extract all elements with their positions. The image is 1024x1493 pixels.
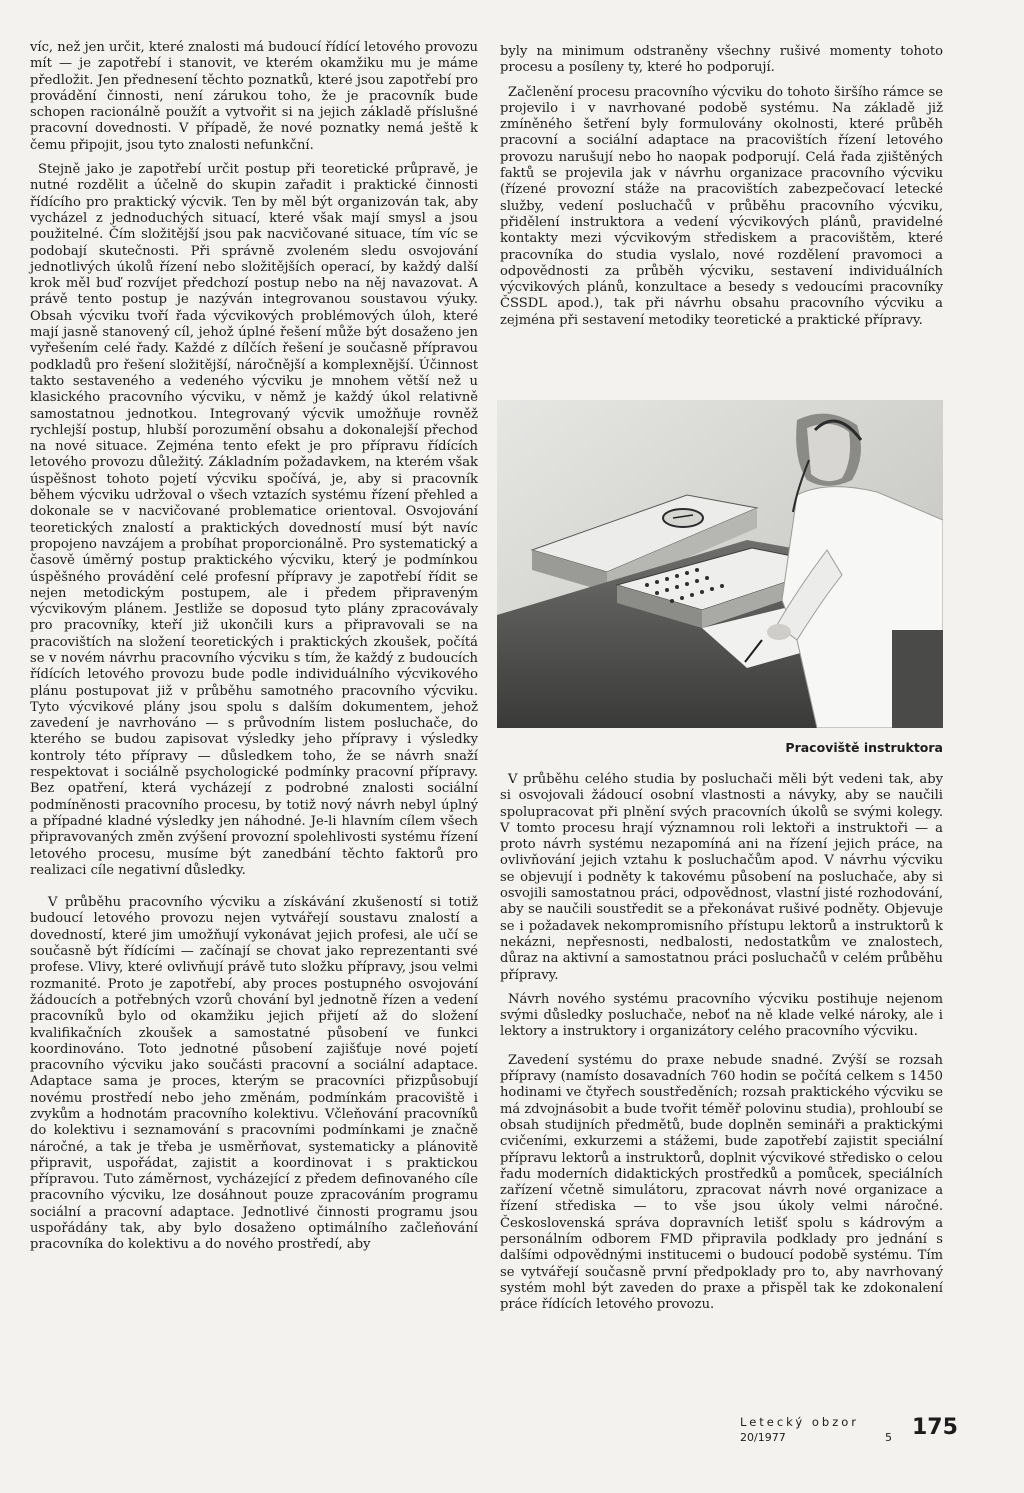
paragraph-5: Začlenění procesu pracovního výcviku do tohoto širšího rámce se projevilo i v navrhované podobě systému. Na základě již zmíněného šetření byly formulovány okolnosti, které průběh pracovní a sociální adaptace na pracovištích řízení letového provozu narušují nebo ho naopak podporují. Celá řada zjištěných faktů se projevila jak v návrhu organizace pracovního výcviku (řízené provozní stáže na pracovištích zabezpečovací letecké služby, vedení posluchačů v průběhu pracovního výcviku, přidělení instruktora a vedení výcvikových plánů, pravidelné kontakty mezi výcvikovým střediskem a pracovištěm, které pracovníka do studia vyslalo, nové rozdělení pravomoci a odpovědnosti za průběh výcviku, sestavení individuálních výcvikových plánů, konzultace a besedy s vedoucími pracovníky ČSSDL apod.), tak při návrhu obsahu pracovního výcviku a zejména při sestavení metodiky teoretické a praktické přípravy. [500,84,943,328]
issue-sequence: 5 [885,1431,892,1444]
paragraph-7: Návrh nového systému pracovního výcviku postihuje nejenom svými důsledky posluchače, neboť na ně klade velké nároky, ale i lektory a instruktory i organizátory celého pracovního výcviku. [500,991,943,1040]
page-number: 175 [912,1415,958,1440]
left-column [30,40,478,1254]
right-column-bottom [500,772,943,1314]
paragraph-2: Stejně jako je zapotřebí určit postup při teoretické průpravě, je nutné rozdělit a účelně do skupin zařadit i praktické činnosti řídícího pro praktický výcvik. Ten by měl být organizován tak, aby vycházel z jednoduchých situací, které však mají smysl a jsou použitelné. Čím složitější jsou pak nacvičované situace, tím víc se podobají skutečnosti. Při správně zvoleném sledu osvojování jednotlivých úkolů řízení nebo složitějších operací, by každý další krok měl buď rozvíjet předchozí postup nebo na něj navazovat. A právě tento postup je nazýván integrovanou soustavou výuky. Obsah výcviku tvoří řada výcvikových problémových úloh, které mají jasně stanovený cíl, jehož úplné řešení může být dosaženo jen vyřešením celé řady. Každé z dílčích řešení je současně přípravou podkladů pro řešení složitější, náročnější a komplexnější. Účinnost takto sestaveného a vedeného výcviku je mnohem větší než u klasického pracovního výcviku, v němž je každý úkol relativně samostatnou jednotkou. Integrovaný výcvik umožňuje rovněž rychlejší postup, hlubší porozumění obsahu a dokonalejší přechod na nové situace. Zejména tento efekt je pro přípravu řídících letového provozu důležitý. Základním požadavkem, na kterém však úspěšnost tohoto pojetí výcviku spočívá, je, aby si pracovník během výcviku udržoval o všech vztazích systému řízení přehled a dokonale se v nacvičované problematice orientoval. Osvojování teoretických znalostí a praktických dovedností musí být navíc propojeno navzájem a probíhat proporcionálně. Pro systematický a časově úměrný postup praktického výcviku, který je podmínkou úspěšného provádění celé profesní přípravy je zapotřebí řídit se nejen metodickým postupem, ale i předem připraveným výcvikovým plánem. Jestliže se doposud tyto plány zpracovávaly pro pracovníky, kteří již ukončili kurs a připravovali se na pracovištích na složení teoretických i praktických zkoušek, počítá se v novém návrhu pracovního výcviku s tím, že každý z budoucích řídících letového provozu bude podle individuálního výcvikového plánu postupovat již v průběhu samotného pracovního výcviku. Tyto výcvikové plány jsou spolu s dalším dokumentem, jehož zavedení je navrhováno — s průvodním listem posluchače, do kterého se budou zapisovat výsledky jeho přípravy i výsledky kontroly této přípravy — důsledkem toho, že se návrh snaží respektovat i sociálně psychologické podmínky pracovní přípravy. Bez opatření, která vycházejí z podrobné znalosti sociální podmíněnosti pracovního procesu, by totiž nový návrh nebyl úplný a případné kladné výsledky jen náhodné. Je-li hlavním cílem všech připravovaných změn zvýšení provozní spolehlivosti systému řízení letového procesu, musíme být zanedbání těchto faktorů pro realizaci cíle negativní důsledky. [30,162,478,878]
issue-number: 20/1977 [740,1431,786,1444]
paragraph-3: V průběhu pracovního výcviku a získávání zkušeností si totiž budoucí letového provozu nejen vytvářejí soustavu znalostí a dovedností, které jim umožňují vykonávat jejich profesi, ale učí se současně být řídícími — začínají se chovat jako reprezentanti své profese. Vlivy, které ovlivňují právě tuto složku přípravy, jsou velmi rozmanité. Proto je zapotřebí, aby proces postupného osvojování žádoucích a potřebných vzorů chování byl jednotně řízen a vedení pracovníků bylo od okamžiku jejich přijetí až do složení kvalifikačních zkoušek a samostatné působení ve funkci koordinováno. Toto jednotné působení zajišťuje nové pojetí pracovního výcviku jako součásti pracovní a sociální adaptace. Adaptace sama je proces, kterým se pracovníci přizpůsobují novému prostředí nebo jeho změnám, podmínkám pracoviště i zvykům a hodnotám pracovního kolektivu. Včleňování pracovníků do kolektivu i seznamování s pracovními podmínkami je značně náročné, a tak je třeba je usměrňovat, systematicky a plánovitě připravit, uspořádat, zajistit a koordinovat i s praktickou přípravou. Tuto záměrnost, vycházející z předem definovaného cíle pracovního výcviku, lze dosáhnout pouze zpracováním programu sociální a pracovní adaptace. Jednotlivé činnosti programu jsou uspořádány tak, aby bylo dosaženo optimálního začleňování pracovníka do kolektivu a do nového prostředí, aby [30,895,478,1253]
paragraph-1: víc, než jen určit, které znalosti má budoucí řídící letového provozu mít — je zapotřebí i stanovit, ve kterém okamžiku mu je máme předložit. Jen přednesení těchto poznatků, které jsou zapotřebí pro provádění činnosti, není zárukou toho, že je pracovník bude schopen racionálně použít a vytvořit si na jejich základě příslušné pracovní dovednosti. V případě, že nové poznatky nemá ještě k čemu připojit, jsou tyto znalosti nefunkční. [30,40,478,153]
magazine-name: Letecký obzor [740,1415,860,1429]
paragraph-6: V průběhu celého studia by posluchači měli být vedeni tak, aby si osvojovali žádoucí osobní vlastnosti a návyky, aby se naučili spolupracovat při plnění svých pracovních úkolů se svými kolegy. V tomto procesu hrají významnou roli lektoři a instruktoři — a proto návrh systému nezapomíná ani na řízení jejich práce, na ovlivňování jejich vztahu k posluchačům apod. V návrhu výcviku se objevují i podněty k takovému působení na posluchače, aby si osvojili samostatnou práci, odpovědnost, vlastní jisté rozhodování, aby se naučili soustředit se a překonávat rušivé podněty. Objevuje se i požadavek nekompromisního přístupu lektorů a instruktorů k nekázni, nepřesnosti, nedbalosti, nedostatkům ve znalostech, důraz na aktivní a samostatnou práci posluchačů v celém průběhu přípravy. [500,772,943,983]
page-footer [740,1415,958,1459]
paragraph-4: byly na minimum odstraněny všechny rušivé momenty tohoto procesu a posíleny ty, které ho podporují. [500,44,943,76]
right-column-top [500,44,943,329]
instructor-workstation-photo [497,400,943,728]
paragraph-8: Zavedení systému do praxe nebude snadné. Zvýší se rozsah přípravy (namísto dosavadních 760 hodin se počítá celkem s 1450 hodinami ve čtyřech soustředěních; rozsah praktického výcviku se má zdvojnásobit a bude tvořit téměř polovinu studia), prohloubí se obsah studijních předmětů, bude doplněn semináři a praktickými cvičeními, exkurzemi a stážemi, bude zapotřebí zajistit speciální přípravu lektorů a instruktorů, doplnit výcvikové středisko o celou řadu moderních didaktických prostředků a pomůcek, speciálních zařízení včetně simulátoru, zpracovat návrh nové organizace a řízení střediska — to vše jsou úkoly velmi náročné. Československá správa dopravních letišť spolu s kádrovým a personálním odborem FMD připravila podklady pro jednání s dalšími odpovědnými institucemi o budoucí podobě systému. Tím se vytvářejí současně první předpoklady pro to, aby navrhovaný systém mohl být zaveden do praxe a přispěl tak ke zdokonalení práce řídících letového provozu. [500,1052,943,1313]
photo-caption: Pracoviště instruktora [785,740,943,755]
